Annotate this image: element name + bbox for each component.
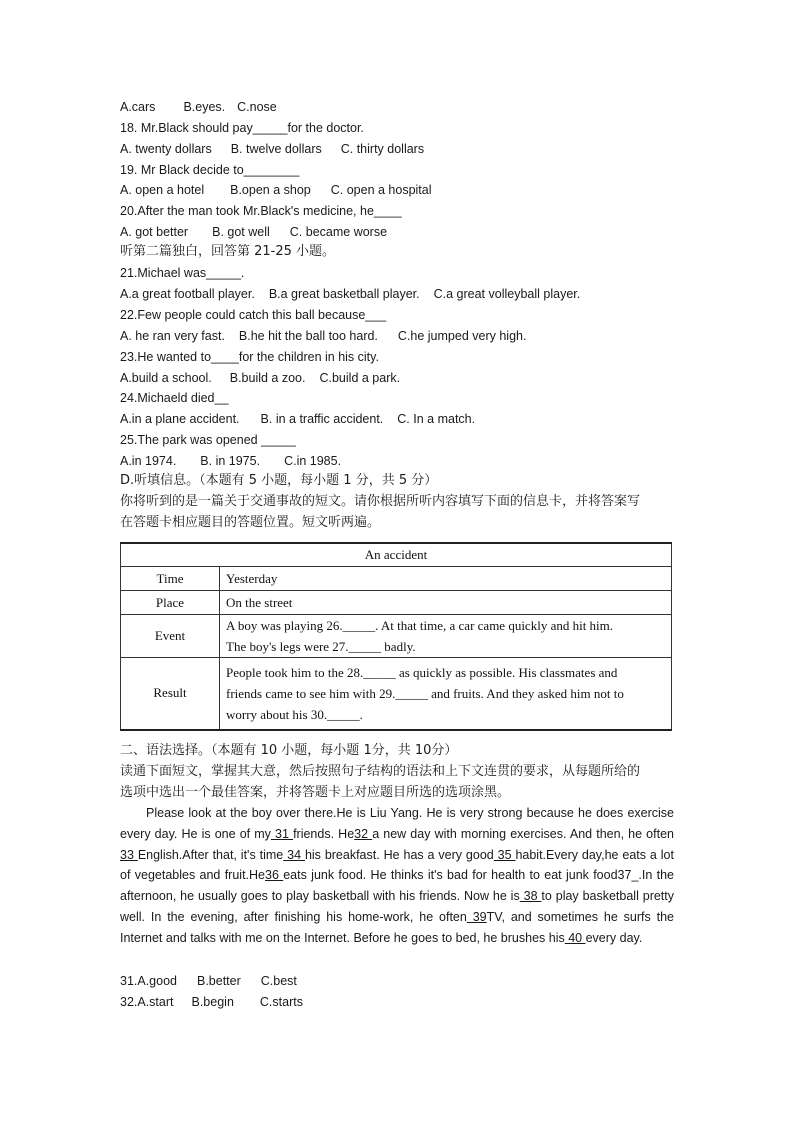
q23-option-c[interactable]: C.build a park. <box>319 371 401 385</box>
q17-option-a[interactable]: A.cars <box>120 100 156 114</box>
place-value: On the street <box>226 595 293 610</box>
q21-stem: 21.Michael was_____. <box>120 266 245 280</box>
q18-option-a[interactable]: A. twenty dollars <box>120 142 212 156</box>
q18-options <box>120 141 424 157</box>
q21-option-b[interactable]: B.a great basketball player. <box>268 287 420 301</box>
q23-options <box>120 370 400 386</box>
blank-40: 40 <box>564 930 586 945</box>
q22-stem: 22.Few people could catch this ball because___ <box>120 308 387 322</box>
q23-stem: 23.He wanted to____for the children in his city. <box>120 350 379 364</box>
q19-option-c[interactable]: C. open a hospital <box>330 183 432 197</box>
blank-38: 38 <box>519 889 542 904</box>
part2-title: 二、语法选择。（本题有 10 小题，每小题 1分，共 10分） <box>120 743 458 758</box>
q20-option-c[interactable]: C. became worse <box>289 225 388 239</box>
result-line-3: worry about his 30._____. <box>226 706 363 722</box>
q32-option-b[interactable]: B.begin <box>191 995 234 1009</box>
q18-stem: 18. Mr.Black should pay_____for the doctor. <box>120 121 364 135</box>
result-line-2: friends came to see him with 29._____ and fruits. And they asked him not to <box>226 685 624 701</box>
row-label-time: Time <box>121 567 220 591</box>
time-value: Yesterday <box>226 571 278 586</box>
result-line-1: People took him to the 28._____ as quickly as possible. His classmates and <box>226 664 618 680</box>
q32-options <box>120 994 303 1010</box>
q18-option-b[interactable]: B. twelve dollars <box>230 142 322 156</box>
q24-option-c[interactable]: C. In a match. <box>397 412 476 426</box>
blank-32: 32 <box>354 826 373 841</box>
part2-instruction-2: 选项中选出一个最佳答案，并将答题卡上对应题目所选的选项涂黑。 <box>120 785 511 800</box>
grammar-passage: Please look at the boy over there.He is Liu Yang. He is very strong because he does exercise every day. He is one of my 31 friends. He32 a new day with morning exercises. And then, he often 33 English.After that, it's time 34 his breakfast. He has a very good 35 habit.Every day,he eats a lot of vegetables and fruit.He36 eats junk food. He thinks it's bad for health to eat junk food37_.In the afternoon, he usually goes to play basketball with his friends. Now he is 38 to play basketball pretty well. In the evening, after finishing his home-work, he often 39TV, and sometimes he surfs the Internet and talks with me on the Internet. Before he goes to bed, he brushes his 40 every day. <box>120 806 675 945</box>
section2-instruction: 听第二篇独白，回答第 21-25 小题。 <box>120 244 336 259</box>
row-value-time <box>220 567 672 591</box>
q25-option-c[interactable]: C.in 1985. <box>284 454 342 468</box>
q24-option-b[interactable]: B. in a traffic accident. <box>260 412 384 426</box>
q22-option-b[interactable]: B.he hit the ball too hard. <box>238 329 378 343</box>
table-row <box>121 591 672 615</box>
q32-option-c[interactable]: C.starts <box>259 995 303 1009</box>
row-value-result <box>220 658 672 730</box>
row-value-event <box>220 615 672 658</box>
q21-option-c[interactable]: C.a great volleyball player. <box>433 287 581 301</box>
q17-option-c[interactable]: C.nose <box>237 100 277 114</box>
q23-option-a[interactable]: A.build a school. <box>120 371 212 385</box>
q20-option-a[interactable]: A. got better <box>120 225 189 239</box>
row-label-event: Event <box>121 615 220 658</box>
accident-info-table <box>120 542 672 731</box>
blank-39: 39 <box>466 909 487 924</box>
q25-option-b[interactable]: B. in 1975. <box>200 454 261 468</box>
q17-option-b[interactable]: B.eyes. <box>183 100 226 114</box>
q24-options <box>120 411 475 427</box>
q25-options <box>120 453 341 469</box>
q32-option-a[interactable]: 32.A.start <box>120 995 174 1009</box>
blank-36: 36 <box>265 868 284 883</box>
q22-options <box>120 328 526 344</box>
partD-instruction-2: 在答题卡相应题目的答题位置。短文听两遍。 <box>120 515 381 530</box>
row-value-place <box>220 591 672 615</box>
q31-option-a[interactable]: 31.A.good <box>120 974 177 988</box>
q20-options <box>120 224 387 240</box>
partD-title: D.听填信息。（本题有 5 小题，每小题 1 分，共 5 分） <box>120 473 438 488</box>
q22-option-a[interactable]: A. he ran very fast. <box>120 329 225 343</box>
table-row <box>121 615 672 658</box>
q21-option-a[interactable]: A.a great football player. <box>120 287 255 301</box>
blank-35: 35 <box>493 847 516 862</box>
q20-stem: 20.After the man took Mr.Black's medicine, he____ <box>120 204 402 218</box>
row-label-result: Result <box>121 658 220 730</box>
table-title-row <box>121 543 672 567</box>
row-label-place: Place <box>121 591 220 615</box>
blank-31: 31 <box>270 826 294 841</box>
event-line-1: A boy was playing 26._____. At that time, a car came quickly and hit him. <box>226 618 614 633</box>
event-line-2: The boy's legs were 27._____ badly. <box>226 639 416 654</box>
q24-stem: 24.Michaeld died__ <box>120 391 229 405</box>
q19-options <box>120 182 432 198</box>
q25-stem: 25.The park was opened _____ <box>120 433 296 447</box>
q24-option-a[interactable]: A.in a plane accident. <box>120 412 240 426</box>
table-title: An accident <box>121 543 672 567</box>
q31-option-b[interactable]: B.better <box>197 974 241 988</box>
q22-option-c[interactable]: C.he jumped very high. <box>397 329 527 343</box>
q19-option-b[interactable]: B.open a shop <box>230 183 311 197</box>
q19-option-a[interactable]: A. open a hotel <box>120 183 205 197</box>
blank-34: 34 <box>283 847 305 862</box>
partD-instruction-1: 你将听到的是一篇关于交通事故的短文。请你根据所听内容填写下面的信息卡，并将答案写 <box>120 494 641 509</box>
q25-option-a[interactable]: A.in 1974. <box>120 454 177 468</box>
table-row <box>121 567 672 591</box>
part2-instruction-1: 读通下面短文，掌握其大意，然后按照句子结构的语法和上下文连贯的要求，从每题所给的 <box>120 764 641 779</box>
q31-option-c[interactable]: C.best <box>260 974 297 988</box>
q31-options <box>120 973 297 989</box>
table-row <box>121 658 672 730</box>
q19-stem: 19. Mr Black decide to________ <box>120 163 300 177</box>
q23-option-b[interactable]: B.build a zoo. <box>229 371 306 385</box>
blank-33: 33 <box>120 847 138 862</box>
q21-options <box>120 286 580 302</box>
q18-option-c[interactable]: C. thirty dollars <box>340 142 425 156</box>
q20-option-b[interactable]: B. got well <box>212 225 270 239</box>
q17-options <box>120 99 277 115</box>
